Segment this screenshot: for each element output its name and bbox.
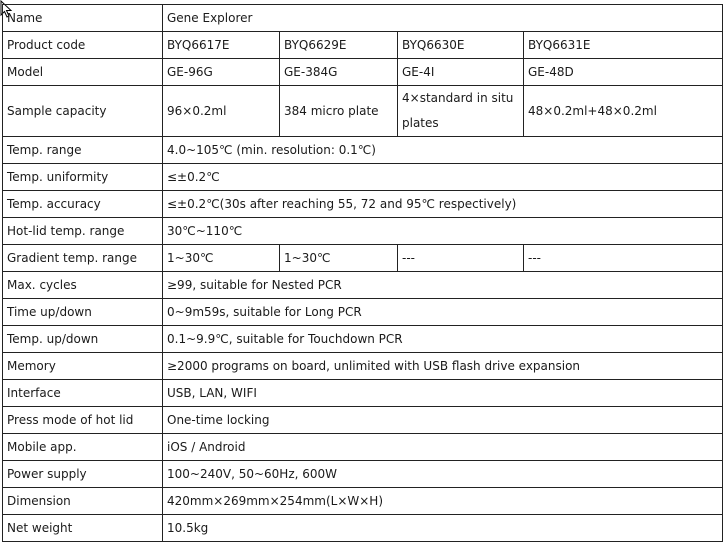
table-row-mobile-app (3, 434, 723, 461)
row-label: Dimension (3, 488, 163, 515)
table-row-net-weight (3, 515, 723, 542)
capacity-cell: 96×0.2ml (163, 86, 280, 137)
row-value: ≤±0.2℃ (163, 164, 723, 191)
row-value: iOS / Android (163, 434, 723, 461)
table-row-hot-lid-range (3, 218, 723, 245)
row-value: 4.0~105℃ (min. resolution: 0.1℃) (163, 137, 723, 164)
row-value: 0.1~9.9℃, suitable for Touchdown PCR (163, 326, 723, 353)
row-label: Temp. accuracy (3, 191, 163, 218)
gradient-cell: 1~30℃ (280, 245, 398, 272)
row-label: Temp. uniformity (3, 164, 163, 191)
model-cell: GE-48D (524, 59, 723, 86)
row-value: 420mm×269mm×254mm(L×W×H) (163, 488, 723, 515)
row-label: Hot-lid temp. range (3, 218, 163, 245)
row-value: ≥2000 programs on board, unlimited with USB flash drive expansion (163, 353, 723, 380)
capacity-cell: 48×0.2ml+48×0.2ml (524, 86, 723, 137)
table-row-temp-updown (3, 326, 723, 353)
row-value: 10.5kg (163, 515, 723, 542)
row-label: Model (3, 59, 163, 86)
row-value: One-time locking (163, 407, 723, 434)
table-row-max-cycles (3, 272, 723, 299)
table-row-product-code (3, 32, 723, 59)
table-row-temp-range (3, 137, 723, 164)
row-value: 30℃~110℃ (163, 218, 723, 245)
row-value: USB, LAN, WIFI (163, 380, 723, 407)
row-label: Memory (3, 353, 163, 380)
row-label: Temp. range (3, 137, 163, 164)
capacity-cell: 4×standard in situ plates (398, 86, 524, 137)
row-value: 100~240V, 50~60Hz, 600W (163, 461, 723, 488)
row-label: Sample capacity (3, 86, 163, 137)
table-row-temp-accuracy (3, 191, 723, 218)
row-value: Gene Explorer (163, 5, 723, 32)
row-label: Gradient temp. range (3, 245, 163, 272)
row-label: Max. cycles (3, 272, 163, 299)
row-label: Press mode of hot lid (3, 407, 163, 434)
row-label: Time up/down (3, 299, 163, 326)
model-cell: GE-384G (280, 59, 398, 86)
table-row-power-supply (3, 461, 723, 488)
row-label: Mobile app. (3, 434, 163, 461)
row-label: Net weight (3, 515, 163, 542)
model-cell: GE-4I (398, 59, 524, 86)
table-row-temp-uniformity (3, 164, 723, 191)
product-code-cell: BYQ6629E (280, 32, 398, 59)
row-label: Product code (3, 32, 163, 59)
table-row-time-updown (3, 299, 723, 326)
row-label: Interface (3, 380, 163, 407)
row-value: ≤±0.2℃(30s after reaching 55, 72 and 95℃ respectively) (163, 191, 723, 218)
table-row-dimension (3, 488, 723, 515)
row-label: Temp. up/down (3, 326, 163, 353)
table-row-interface (3, 380, 723, 407)
gradient-cell: --- (524, 245, 723, 272)
table-row-memory (3, 353, 723, 380)
table-row-name (3, 5, 723, 32)
row-label: Name (3, 5, 163, 32)
row-label: Power supply (3, 461, 163, 488)
row-value: 0~9m59s, suitable for Long PCR (163, 299, 723, 326)
table-row-gradient (3, 245, 723, 272)
table-row-sample-capacity (3, 86, 723, 137)
spec-table (2, 4, 723, 542)
table-row-model (3, 59, 723, 86)
capacity-cell: 384 micro plate (280, 86, 398, 137)
product-code-cell: BYQ6631E (524, 32, 723, 59)
product-code-cell: BYQ6630E (398, 32, 524, 59)
row-value: ≥99, suitable for Nested PCR (163, 272, 723, 299)
gradient-cell: 1~30℃ (163, 245, 280, 272)
product-code-cell: BYQ6617E (163, 32, 280, 59)
model-cell: GE-96G (163, 59, 280, 86)
gradient-cell: --- (398, 245, 524, 272)
table-row-press-mode (3, 407, 723, 434)
